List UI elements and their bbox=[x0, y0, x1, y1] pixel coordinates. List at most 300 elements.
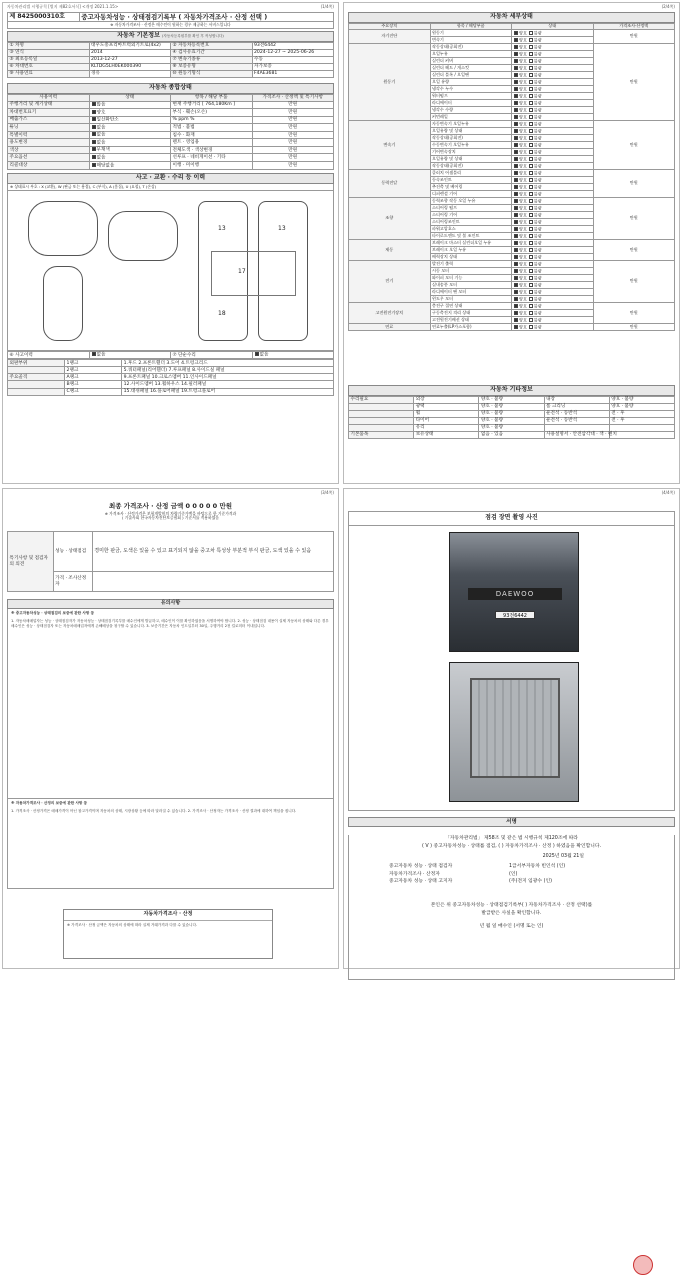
detail-state: 양호 불량 bbox=[512, 44, 594, 51]
parts-rank-row bbox=[8, 374, 334, 381]
confirm-text: 본인은 위 중고자동차성능 · 상태점검기록부( ) 자동차가격조사 · 산정 선택)를 bbox=[430, 903, 593, 909]
basic-value: 경유 bbox=[89, 70, 171, 77]
accident-history-label: ⑥ 사고이력 bbox=[8, 351, 90, 359]
general-col-header: 사용이력 bbox=[8, 94, 90, 101]
detail-state: 양호 불량 bbox=[512, 128, 594, 135]
detail-state: 양호 불량 bbox=[512, 79, 594, 86]
accident-header: 사고 · 교환 · 수리 등 이력 bbox=[7, 173, 334, 184]
detail-item: 냉각수 누수 bbox=[430, 86, 512, 93]
parts-rank-table bbox=[7, 359, 334, 395]
car-side-view-left bbox=[43, 266, 83, 341]
etc-cell: 사용설명서 · 안전삼각대 · 잭 · 렌치 bbox=[546, 432, 617, 438]
general-status-table bbox=[7, 94, 334, 170]
etc-cell: 양호 · 불량 bbox=[479, 396, 544, 403]
basic-info-row bbox=[8, 42, 334, 49]
general-detail: 적법 · 불법 bbox=[171, 124, 253, 132]
doc-subtitle: ※ 자동차가격조사 · 산정은 매수인이 원하는 경우 제공하는 서비스입니다 bbox=[8, 22, 334, 29]
detail-item: 디퍼렌셜 기어 bbox=[430, 191, 512, 198]
basic-info-row bbox=[8, 63, 334, 70]
detail-state: 양호 불량 bbox=[512, 107, 594, 114]
parts-rank: B랭크 bbox=[65, 381, 122, 388]
general-status-row bbox=[8, 162, 334, 170]
general-item: 특별이력 bbox=[8, 131, 90, 139]
detail-state: 양호 불량 bbox=[512, 233, 594, 240]
detail-state: 양호 불량 bbox=[512, 205, 594, 212]
detail-status-header: 자동차 세부상태 bbox=[348, 12, 675, 23]
detail-state: 양호 불량 bbox=[512, 240, 594, 247]
general-detail: 전체도색 · 색상변경 bbox=[171, 146, 253, 154]
detail-state: 양호 불량 bbox=[512, 86, 594, 93]
etc-row bbox=[349, 403, 675, 410]
part-label-13b: 13 bbox=[278, 224, 286, 232]
general-item: 튜닝 bbox=[8, 124, 90, 132]
accident-summary bbox=[7, 351, 334, 360]
detail-price: 만원 bbox=[593, 30, 675, 44]
detail-row bbox=[349, 198, 675, 205]
system-name: 원동기 bbox=[349, 44, 431, 121]
detail-state: 양호 불량 bbox=[512, 282, 594, 289]
signer-name: (주)전지 임광수 (인) bbox=[509, 879, 552, 885]
signers-list bbox=[349, 863, 674, 886]
detail-state: 양호 불량 bbox=[512, 100, 594, 107]
general-price: 만원 bbox=[252, 131, 334, 139]
detail-row bbox=[349, 303, 675, 310]
etc-cell: 기본품목 bbox=[349, 431, 414, 438]
detail-item: 시동 모터 bbox=[430, 268, 512, 275]
detail-state: 양호 불량 bbox=[512, 163, 594, 170]
detail-state: 양호 불량 bbox=[512, 317, 594, 324]
general-price: 만원 bbox=[252, 162, 334, 170]
basic-label: ⑧ 보증유형 bbox=[171, 63, 253, 70]
general-item: 배출가스 bbox=[8, 116, 90, 124]
general-state: 없음 bbox=[89, 131, 171, 139]
accident-history-value: 없음 bbox=[89, 351, 171, 359]
general-detail: 렌트 · 영업용 bbox=[171, 139, 253, 147]
special-text-2 bbox=[92, 572, 333, 592]
detail-item: 배력장치 상태 bbox=[430, 254, 512, 261]
parts-rank: A랭크 bbox=[65, 374, 122, 381]
detail-item: 오일누유 bbox=[430, 51, 512, 58]
general-col-header: 상태 bbox=[89, 94, 171, 101]
detail-state: 양호 불량 bbox=[512, 310, 594, 317]
detail-item: 충전구 절연 상태 bbox=[430, 303, 512, 310]
detail-item: 오일 유량 bbox=[430, 79, 512, 86]
detail-state: 양호 불량 bbox=[512, 72, 594, 79]
sign-date: 2025년 03월 21일 bbox=[542, 854, 584, 860]
detail-state: 양호 불량 bbox=[512, 177, 594, 184]
detail-state: 양호 불량 bbox=[512, 261, 594, 268]
page-2 bbox=[343, 2, 680, 484]
etc-row bbox=[349, 431, 675, 438]
detail-item: 와이퍼 모터 기능 bbox=[430, 275, 512, 282]
sign-header: 서명 bbox=[348, 817, 675, 827]
etc-cell: 양호 · 불량 bbox=[479, 424, 544, 431]
notice-1-head: ※ 중고자동차성능 · 상태점검의 보증에 관한 사항 등 bbox=[11, 610, 95, 615]
seal-stamp bbox=[633, 1255, 653, 1275]
accident-legend: ※ 상태표시 부호 : X (교환), W (판금 또는 용접), C (부식), A (흠집), U (요철), T (손상) bbox=[7, 184, 334, 191]
signer-name: 1급서부자동차 빈인석 (인) bbox=[509, 864, 566, 870]
cargo-door bbox=[470, 678, 560, 778]
detail-row bbox=[349, 44, 675, 51]
detail-item: 수동변속기 오일누유 bbox=[430, 142, 512, 149]
detail-item: 기어변속장치 bbox=[430, 149, 512, 156]
basic-info-row bbox=[8, 49, 334, 56]
basic-label: ⑩ 원동기형식 bbox=[171, 70, 253, 77]
detail-item: 작동상태(공회전) bbox=[430, 163, 512, 170]
basic-value: F4AE3681 bbox=[252, 70, 334, 77]
parts-list: 15.대쉬패널 16.플로어패널 19.트렁크플로어 bbox=[122, 388, 334, 395]
parts-list: 1.후드 2.프론트휀더 3.도어 4.트렁크리드 bbox=[122, 360, 334, 367]
etc-cell: 양호 · 불량 bbox=[479, 410, 544, 417]
notice-header: 유의사항 bbox=[7, 599, 334, 609]
detail-state: 양호 불량 bbox=[512, 219, 594, 226]
detail-state: 양호 불량 bbox=[512, 198, 594, 205]
detail-state: 양호 불량 bbox=[512, 114, 594, 121]
detail-item: 원동기 bbox=[430, 30, 512, 37]
etc-cell: 내장 bbox=[544, 396, 609, 403]
general-detail: 선루프 · 네비게이션 · 기타 bbox=[171, 154, 253, 162]
etc-row bbox=[349, 410, 675, 417]
special-text: 경미한 판금, 도색은 있을 수 있고 표기되지 않을 중고차 특성상 부분적 부식 판금, 도색 있을 수 있음 bbox=[92, 532, 333, 572]
detail-state: 양호 불량 bbox=[512, 226, 594, 233]
basic-value: 2024-12-27 ~ 2025-06-26 bbox=[252, 49, 334, 56]
basic-label: ⑦ 변속기종류 bbox=[171, 56, 253, 63]
etc-cell: 보유상태 bbox=[414, 431, 479, 438]
basic-label: ① 차명 bbox=[8, 42, 90, 49]
signer-row bbox=[389, 871, 674, 879]
etc-cell: 외장 bbox=[414, 396, 479, 403]
detail-state: 양호 불량 bbox=[512, 156, 594, 163]
detail-row bbox=[349, 261, 675, 268]
detail-state: 양호 불량 bbox=[512, 93, 594, 100]
signer-name: (인) bbox=[509, 871, 518, 877]
signer-row bbox=[389, 878, 674, 886]
detail-item: 발전기 출력 bbox=[430, 261, 512, 268]
etc-info-header: 자동차 기타정보 bbox=[348, 385, 675, 396]
etc-cell: 전 · 후 bbox=[609, 410, 674, 417]
general-price: 만원 bbox=[252, 124, 334, 132]
general-detail: % ppm % bbox=[171, 116, 253, 124]
detail-item: 등속조인트 bbox=[430, 177, 512, 184]
detail-item: 라디에이터 bbox=[430, 100, 512, 107]
basic-label: ⑤ 최초등록일 bbox=[8, 56, 90, 63]
detail-item: 구동축전지 격리 상태 bbox=[430, 310, 512, 317]
detail-state: 양호 불량 bbox=[512, 51, 594, 58]
simple-repair-label: ⑦ 단순수리 bbox=[171, 351, 253, 359]
detail-state: 양호 불량 bbox=[512, 268, 594, 275]
detail-price: 만원 bbox=[593, 44, 675, 121]
parts-group bbox=[8, 381, 65, 388]
page-number: (3/4쪽) bbox=[320, 490, 334, 495]
form-header-note: 자동차관리법 시행규칙 [별지 제82호서식] <개정 2021.1.15> bbox=[7, 4, 119, 9]
detail-state: 양호 불량 bbox=[512, 30, 594, 37]
photo-header: 점검 장면 촬영 사진 bbox=[349, 512, 674, 526]
final-price: 최종 가격조사 · 산정 금액 0 0 0 0 0 만원 bbox=[108, 502, 233, 510]
general-item: 색상 bbox=[8, 146, 90, 154]
truck-front-photo bbox=[449, 532, 579, 652]
general-item: 주요옵션 bbox=[8, 154, 90, 162]
signer-role: 중고자동차 성능 · 상태 고지자 bbox=[389, 879, 453, 885]
doc-number: 제 8425000310호 bbox=[8, 13, 80, 22]
system-name: 고전원전기장치 bbox=[349, 303, 431, 324]
general-status-row bbox=[8, 116, 334, 124]
car-top-view-left bbox=[28, 201, 98, 256]
basic-value: KLTDG5LH0EK000390 bbox=[89, 63, 171, 70]
general-status-row bbox=[8, 146, 334, 154]
system-name: 자기진단 bbox=[349, 30, 431, 44]
general-state: 양호 bbox=[89, 109, 171, 117]
price-box-title: 자동차가격조사 · 산정 bbox=[64, 910, 272, 921]
detail-row bbox=[349, 240, 675, 247]
detail-item: 스티어링 펌프 bbox=[430, 205, 512, 212]
etc-cell: 없음 · 있음 bbox=[479, 431, 544, 438]
parts-list: 12.사이드멤버 13.휠하우스 14.필러패널 bbox=[122, 381, 334, 388]
page-4 bbox=[343, 488, 680, 969]
basic-value: 자가보증 bbox=[252, 63, 334, 70]
detail-state: 양호 불량 bbox=[512, 247, 594, 254]
parts-group: 주요골격 bbox=[8, 374, 65, 381]
etc-cell: 양호 · 불량 bbox=[609, 403, 674, 410]
etc-cell: 전 · 후 bbox=[609, 417, 674, 424]
detail-row bbox=[349, 324, 675, 331]
detail-item: 스티어링 기어 bbox=[430, 212, 512, 219]
doc-title: 중고자동차성능 · 상태점검기록부 ( 자동차가격조사 · 산정 선택 ) bbox=[79, 13, 333, 22]
detail-status-table bbox=[348, 23, 675, 332]
detail-row bbox=[349, 121, 675, 128]
detail-state: 양호 불량 bbox=[512, 296, 594, 303]
truck-brand: DAEWOO bbox=[468, 588, 562, 600]
detail-price: 만원 bbox=[593, 198, 675, 240]
general-item: 주행거리 및 계기상태 bbox=[8, 101, 90, 109]
detail-item: 실내송풍 모터 bbox=[430, 282, 512, 289]
detail-state: 양호 불량 bbox=[512, 142, 594, 149]
detail-state: 양호 불량 bbox=[512, 254, 594, 261]
general-price: 만원 bbox=[252, 139, 334, 147]
etc-cell: 광택 bbox=[414, 403, 479, 410]
detail-state: 양호 불량 bbox=[512, 289, 594, 296]
basic-label: ② 자동차등록번호 bbox=[171, 42, 253, 49]
basic-info-header: 자동차 기본정보 (자동차등록원부를 확인 후 작성합니다) bbox=[7, 31, 334, 42]
etc-cell: 양호 · 불량 bbox=[609, 396, 674, 403]
general-state: 없음 bbox=[89, 124, 171, 132]
detail-state: 양호 불량 bbox=[512, 184, 594, 191]
etc-cell: 양호 · 불량 bbox=[479, 403, 544, 410]
detail-row bbox=[349, 170, 675, 177]
basic-label: ⑥ 차대번호 bbox=[8, 63, 90, 70]
etc-cell: 타이어 bbox=[414, 417, 479, 424]
detail-state: 양호 불량 bbox=[512, 303, 594, 310]
truck-rear-photo bbox=[449, 662, 579, 802]
signer-row bbox=[389, 863, 674, 871]
basic-value: 2014 bbox=[89, 49, 171, 56]
page-number: (4/4쪽) bbox=[661, 490, 675, 495]
etc-cell: 룸 크리닝 bbox=[544, 403, 609, 410]
basic-info-table bbox=[7, 42, 334, 78]
general-detail: 이행 · 미이행 bbox=[171, 162, 253, 170]
signer-role: 중고자동차 성능 · 상태 점검자 bbox=[389, 864, 453, 870]
page-1 bbox=[2, 2, 339, 484]
part-label-18: 18 bbox=[218, 309, 226, 317]
photo-section bbox=[348, 511, 675, 811]
detail-item: 실린더 블록 / 오일팬 bbox=[430, 72, 512, 79]
part-label-13: 13 bbox=[218, 224, 226, 232]
general-price: 만원 bbox=[252, 154, 334, 162]
system-name: 조향 bbox=[349, 198, 431, 240]
general-status-header: 자동차 종합상태 bbox=[7, 83, 334, 94]
basic-info-row bbox=[8, 56, 334, 63]
etc-cell bbox=[609, 424, 674, 431]
parts-group: 외판부위 bbox=[8, 360, 65, 367]
basic-value: 93전6442 bbox=[252, 42, 334, 49]
sign-box bbox=[348, 835, 675, 980]
detail-state: 양호 불량 bbox=[512, 135, 594, 142]
basic-value: 대우도흥프리마트럭외기트로(4x2) bbox=[89, 42, 171, 49]
page-number: (2/4쪽) bbox=[661, 4, 675, 9]
law-text: 「자동차관리법」 제58조 및 같은 법 시행규칙 제120조에 따라 bbox=[445, 836, 578, 842]
detail-item: 냉각수 수량 bbox=[430, 107, 512, 114]
system-name: 연료 bbox=[349, 324, 431, 331]
detail-state: 양호 불량 bbox=[512, 37, 594, 44]
detail-col-header: 상태 bbox=[512, 23, 594, 30]
detail-state: 양호 불량 bbox=[512, 170, 594, 177]
final-note-2: ( 기술사회 한국자동차진단보증협회 ) 기준서를 적용하였음 bbox=[121, 515, 220, 521]
general-price: 만원 bbox=[252, 146, 334, 154]
chassis-frame bbox=[211, 251, 296, 296]
notice-1-body: 1. 자동차매매업자는 성능 · 상태점검자가 자동차성능 · 상태점검기록부를 매수인에게 발급하고, 매수인이 이를 확인하였음을 서명하여야 합니다. 2. 성능 · 상태점검 내용이 실제 자동차의 상태와 다른 경우 매수인은 성능 · 상태점검자 또는 자동차매매업자에게 손해배상을 청구할 수 있습니다. 3. 보증기간은 자동차 인도일부터 30일, 주행거리 2천 킬로미터 이내입니다. bbox=[11, 619, 329, 629]
notice-box bbox=[7, 609, 334, 799]
etc-cell: 운전석 · 동반석 bbox=[544, 410, 609, 417]
general-status-row bbox=[8, 139, 334, 147]
general-price: 만원 bbox=[252, 109, 334, 117]
detail-state: 양호 불량 bbox=[512, 121, 594, 128]
detail-item: 작동상태(공회전) bbox=[430, 135, 512, 142]
signer-role: 자동차가격조사 · 산정자 bbox=[389, 871, 440, 877]
etc-cell bbox=[349, 424, 414, 431]
general-state: 많음 bbox=[89, 101, 171, 109]
detail-item: 오일유량 및 상태 bbox=[430, 156, 512, 163]
general-item: 리콜대상 bbox=[8, 162, 90, 170]
detail-item: 실린더 커버 bbox=[430, 58, 512, 65]
detail-item: 스티어링조인트 bbox=[430, 219, 512, 226]
detail-col-header: 항목 / 해당부품 bbox=[430, 23, 512, 30]
general-detail: 부식 · 훼손(오손) bbox=[171, 109, 253, 117]
general-state: 없음 bbox=[89, 139, 171, 147]
system-name: 동력전달 bbox=[349, 170, 431, 198]
final-note: ※ 가격조사 · 산정가격은 보험개발원의 차량기준가액을 바탕으로 한 기준가격과 bbox=[104, 511, 237, 517]
detail-item: 고전원전기배선 상태 bbox=[430, 317, 512, 324]
detail-price: 만원 bbox=[593, 324, 675, 331]
parts-group bbox=[8, 367, 65, 374]
general-status-row bbox=[8, 154, 334, 162]
detail-item: 브레이크 오일 누유 bbox=[430, 247, 512, 254]
license-plate: 93전6442 bbox=[495, 611, 535, 619]
etc-cell bbox=[349, 410, 414, 417]
system-name: 변속기 bbox=[349, 121, 431, 170]
detail-item: 라디에이터 팬 모터 bbox=[430, 289, 512, 296]
general-state: 없음 bbox=[89, 154, 171, 162]
detail-item: 오일유량 및 상태 bbox=[430, 128, 512, 135]
parts-rank-row bbox=[8, 360, 334, 367]
parts-group bbox=[8, 388, 65, 395]
confirm-date: 년 월 일 매수인 (서명 또는 인) bbox=[479, 924, 544, 930]
detail-item: 추진축 및 베어링 bbox=[430, 184, 512, 191]
vehicle-diagram bbox=[7, 191, 334, 351]
detail-item: 자동변속기 오일누유 bbox=[430, 121, 512, 128]
general-price: 만원 bbox=[252, 101, 334, 109]
basic-label: ③ 연식 bbox=[8, 49, 90, 56]
general-item: 용도변경 bbox=[8, 139, 90, 147]
detail-state: 양호 불량 bbox=[512, 275, 594, 282]
detail-item: 연료누출(LP가스포함) bbox=[430, 324, 512, 331]
detail-state: 양호 불량 bbox=[512, 149, 594, 156]
general-state: 무채색 bbox=[89, 146, 171, 154]
detail-price: 만원 bbox=[593, 303, 675, 324]
general-detail: 침수 · 화재 bbox=[171, 131, 253, 139]
general-detail: 현재 주행거리 [ 764,180Km ] bbox=[171, 101, 253, 109]
notice-box-2 bbox=[7, 799, 334, 889]
parts-rank: C랭크 bbox=[65, 388, 122, 395]
etc-row bbox=[349, 396, 675, 403]
detail-item: 윈도우 모터 bbox=[430, 296, 512, 303]
detail-item: 타이로드엔드 및 볼 조인트 bbox=[430, 233, 512, 240]
law-text-2: ( V ) 중고자동차성능 · 상태를 점검, ( ) 자동차가격조사 · 산정 ) 하였음을 확인합니다. bbox=[421, 843, 602, 849]
system-name: 전기 bbox=[349, 261, 431, 303]
simple-repair-value: 없음 bbox=[252, 351, 334, 359]
basic-value: 2013-12-27 bbox=[89, 56, 171, 63]
car-front-view bbox=[108, 211, 178, 261]
detail-item: 작동상태(공회전) bbox=[430, 44, 512, 51]
general-col-header: 가격조사 · 산정액 및 특기사항 bbox=[252, 94, 334, 101]
detail-row bbox=[349, 30, 675, 37]
etc-row bbox=[349, 417, 675, 424]
etc-cell: 운전석 · 동반석 bbox=[544, 417, 609, 424]
general-state: 일산화탄소 bbox=[89, 116, 171, 124]
price-box bbox=[63, 909, 273, 959]
etc-cell: 휠 bbox=[414, 410, 479, 417]
basic-value: 수동 bbox=[252, 56, 334, 63]
detail-item: 실린더 헤드 / 개스킷 bbox=[430, 65, 512, 72]
general-status-row bbox=[8, 109, 334, 117]
general-status-row bbox=[8, 131, 334, 139]
parts-list: 9.프론트패널 10.크로스멤버 11.인사이드패널 bbox=[122, 374, 334, 381]
general-item: 차대번호표기 bbox=[8, 109, 90, 117]
special-sub: 성능 · 상태점검 bbox=[53, 532, 92, 572]
detail-state: 양호 불량 bbox=[512, 58, 594, 65]
parts-rank-row bbox=[8, 381, 334, 388]
parts-rank-row bbox=[8, 388, 334, 395]
etc-cell: 양호 · 불량 bbox=[479, 417, 544, 424]
price-box-text: ※ 가격조사 · 산정 금액은 자동차의 상태에 따라 실제 거래가격과 다를 수 있습니다. bbox=[67, 922, 198, 927]
etc-cell bbox=[349, 403, 414, 410]
special-sub-2: 가격 · 조사산정자 bbox=[53, 572, 92, 592]
special-notes-table bbox=[7, 531, 334, 592]
parts-list: 5.쿼터패널(리어휀더) 7.루프패널 8.사이드실 패널 bbox=[122, 367, 334, 374]
general-state: 해당없음 bbox=[89, 162, 171, 170]
detail-item: 커먼레일 bbox=[430, 114, 512, 121]
basic-label: ④ 검사유효기간 bbox=[171, 49, 253, 56]
basic-info-row bbox=[8, 70, 334, 77]
part-label-17: 17 bbox=[238, 267, 246, 275]
detail-item: 워터펌프 bbox=[430, 93, 512, 100]
general-col-header: 항목 / 해당 부품 bbox=[171, 94, 253, 101]
detail-item: 브레이크 마스터 실린더오일 누유 bbox=[430, 240, 512, 247]
detail-state: 양호 불량 bbox=[512, 212, 594, 219]
etc-cell bbox=[349, 417, 414, 424]
system-name: 제동 bbox=[349, 240, 431, 261]
confirm-text-2: 발급받은 사실을 확인합니다. bbox=[481, 910, 542, 916]
title-table bbox=[7, 12, 334, 29]
special-label: 특기사항 및 점검자의 의견 bbox=[8, 532, 54, 592]
